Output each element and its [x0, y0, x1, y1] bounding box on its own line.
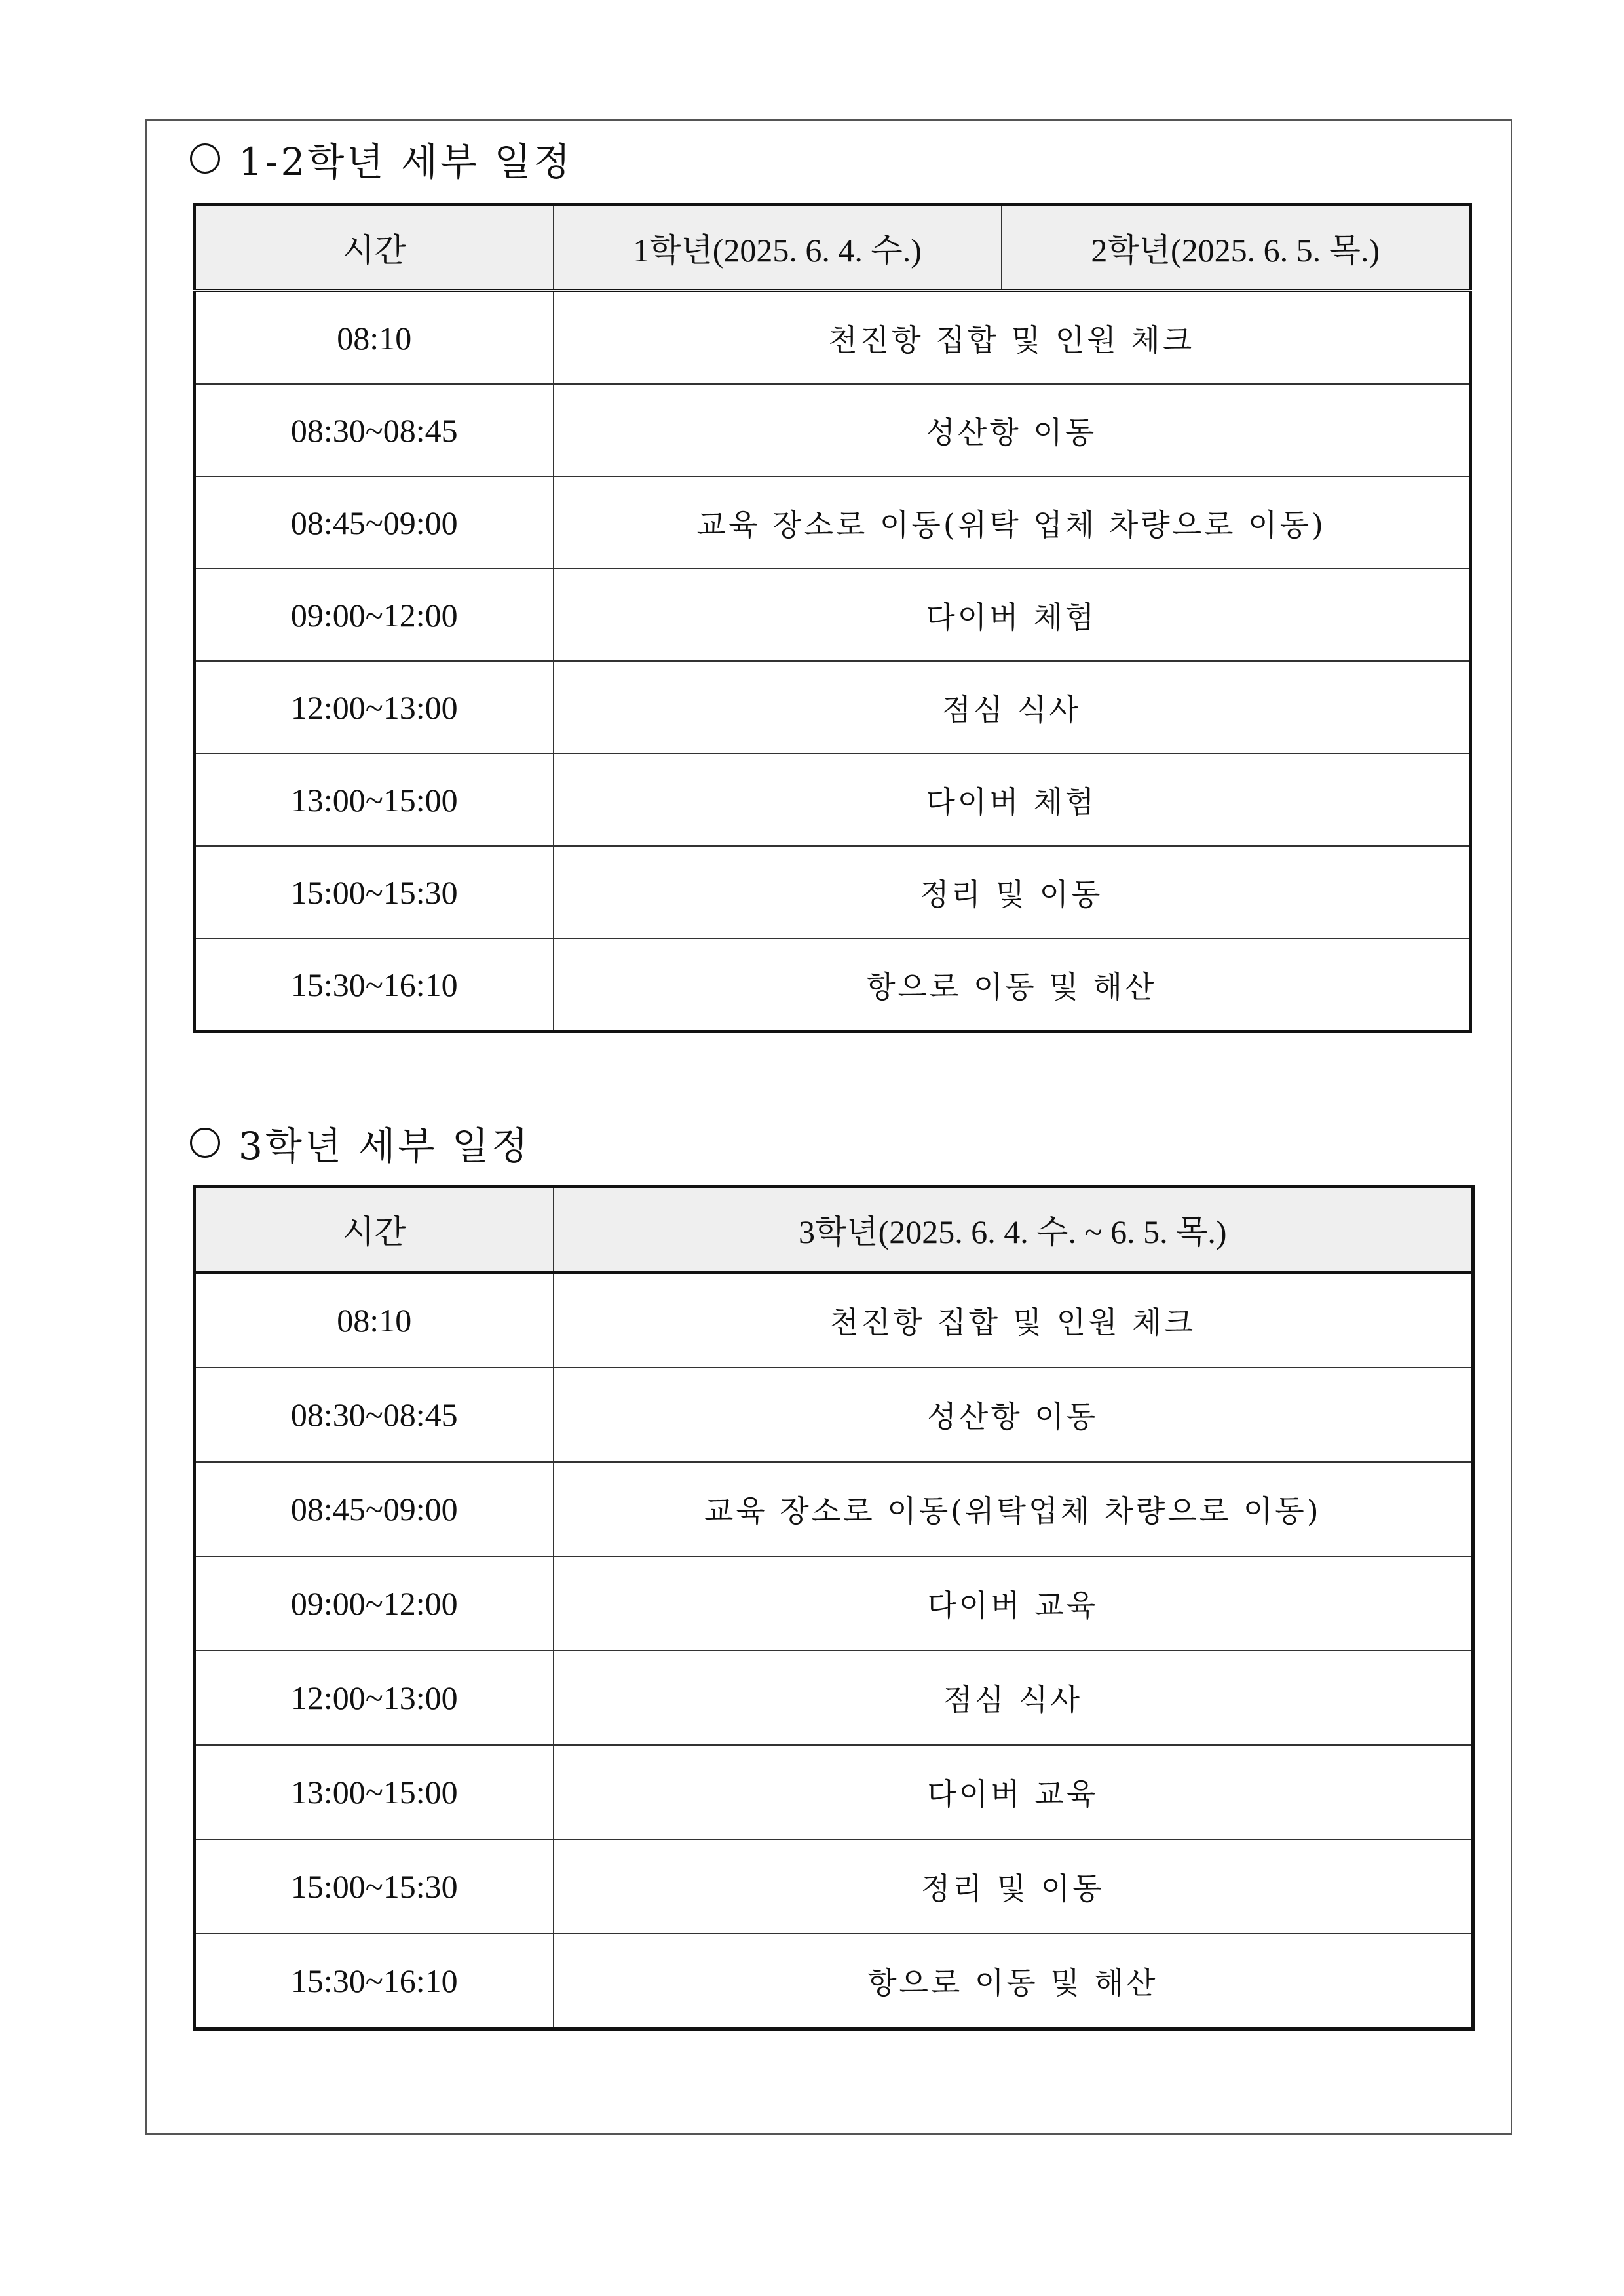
time-cell: 08:45~09:00 [195, 476, 554, 569]
time-cell: 15:30~16:10 [195, 1934, 554, 2029]
activity-cell: 다이버 체험 [554, 754, 1471, 846]
circle-bullet-icon [190, 144, 220, 174]
activity-cell: 천진항 집합 및 인원 체크 [554, 1272, 1473, 1368]
header-grade-1: 1학년(2025. 6. 4. 수.) [554, 205, 1002, 291]
time-cell: 08:30~08:45 [195, 1368, 554, 1462]
header-time: 시간 [195, 1187, 554, 1272]
table-row [195, 938, 1471, 1032]
activity-cell: 성산항 이동 [554, 384, 1471, 476]
table-row [195, 1462, 1473, 1556]
time-cell: 09:00~12:00 [195, 569, 554, 661]
activity-cell: 항으로 이동 및 해산 [554, 1934, 1473, 2029]
activity-cell: 점심 식사 [554, 1651, 1473, 1745]
table-row [195, 1839, 1473, 1934]
section-2-title: 3학년 세부 일정 [238, 1124, 531, 1168]
section-1-title: 1-2학년 세부 일정 [238, 140, 573, 184]
activity-cell: 교육 장소로 이동(위탁업체 차량으로 이동) [554, 1462, 1473, 1556]
header-grade-2: 2학년(2025. 6. 5. 목.) [1002, 205, 1471, 291]
time-cell: 15:00~15:30 [195, 1839, 554, 1934]
activity-cell: 다이버 교육 [554, 1745, 1473, 1839]
table-row [195, 1651, 1473, 1745]
table-header-row [195, 205, 1471, 291]
table-row [195, 1368, 1473, 1462]
activity-cell: 천진항 집합 및 인원 체크 [554, 291, 1471, 385]
schedule-table-grades-1-2 [193, 203, 1472, 1033]
time-cell: 08:10 [195, 291, 554, 385]
time-cell: 12:00~13:00 [195, 661, 554, 754]
time-cell: 15:30~16:10 [195, 938, 554, 1032]
table-row [195, 846, 1471, 938]
activity-cell: 정리 및 이동 [554, 846, 1471, 938]
schedule-table-grade-3 [193, 1185, 1475, 2031]
table-row [195, 1934, 1473, 2029]
time-cell: 12:00~13:00 [195, 1651, 554, 1745]
time-cell: 08:45~09:00 [195, 1462, 554, 1556]
time-cell: 15:00~15:30 [195, 846, 554, 938]
table-row [195, 291, 1471, 385]
table-row [195, 1272, 1473, 1368]
activity-cell: 정리 및 이동 [554, 1839, 1473, 1934]
time-cell: 08:30~08:45 [195, 384, 554, 476]
table-header-row [195, 1187, 1473, 1272]
time-cell: 08:10 [195, 1272, 554, 1368]
table-row [195, 1556, 1473, 1651]
table-row [195, 384, 1471, 476]
activity-cell: 교육 장소로 이동(위탁 업체 차량으로 이동) [554, 476, 1471, 569]
table-row [195, 754, 1471, 846]
table-row [195, 476, 1471, 569]
activity-cell: 성산항 이동 [554, 1368, 1473, 1462]
time-cell: 09:00~12:00 [195, 1556, 554, 1651]
activity-cell: 다이버 교육 [554, 1556, 1473, 1651]
section-2-heading [190, 1115, 531, 1170]
table-row [195, 1745, 1473, 1839]
table-row [195, 569, 1471, 661]
time-cell: 13:00~15:00 [195, 1745, 554, 1839]
activity-cell: 점심 식사 [554, 661, 1471, 754]
section-1-heading [190, 131, 573, 186]
header-time: 시간 [195, 205, 554, 291]
table-row [195, 661, 1471, 754]
header-grade-3: 3학년(2025. 6. 4. 수. ~ 6. 5. 목.) [554, 1187, 1473, 1272]
time-cell: 13:00~15:00 [195, 754, 554, 846]
circle-bullet-icon [190, 1128, 220, 1158]
activity-cell: 항으로 이동 및 해산 [554, 938, 1471, 1032]
activity-cell: 다이버 체험 [554, 569, 1471, 661]
